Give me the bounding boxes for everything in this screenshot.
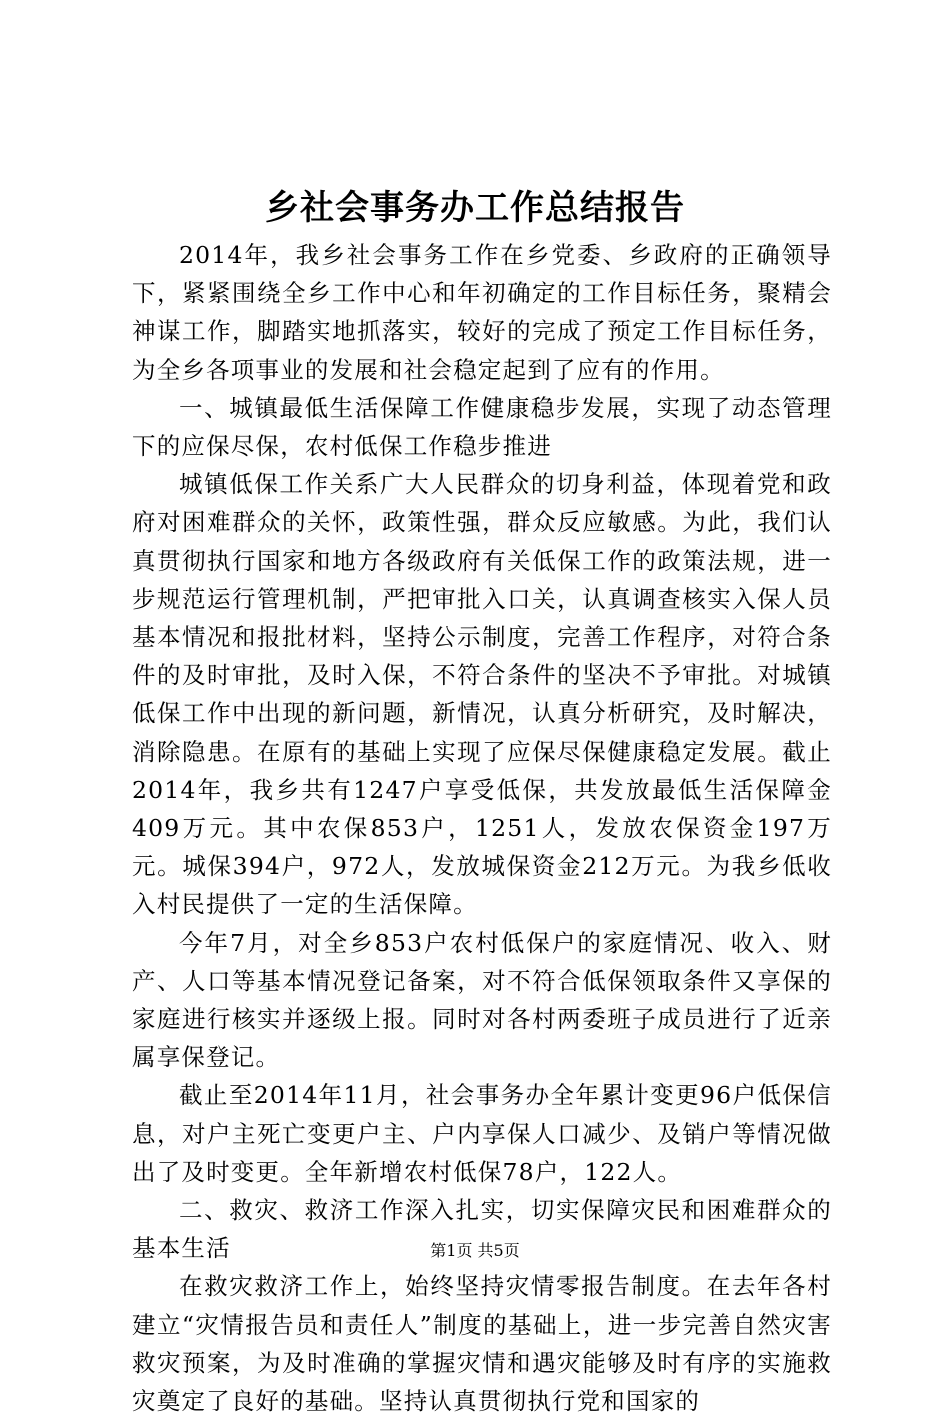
paragraph-intro: 2014年，我乡社会事务工作在乡党委、乡政府的正确领导下，紧紧围绕全乡工作中心和年初确定的工作目标任务，聚精会神谋工作，脚踏实地抓落实，较好的完成了预定工作目标任务，为全乡各项事业的发展和社会稳定起到了应有的作用。 [132,241,832,384]
paragraph-urban-subsidy: 城镇低保工作关系广大人民群众的切身利益，体现着党和政府对困难群众的关怀，政策性强，群众反应敏感。为此，我们认真贯彻执行国家和地方各级政府有关低保工作的政策法规，进一步规范运行管理机制，严把审批入口关，认真调查核实入保人员基本情况和报批材料，坚持公示制度，完善工作程序，对符合条件的及时审批，及时入保，不符合条件的坚决不予审批。对城镇低保工作中出现的新问题，新情况，认真分析研究，及时解决，消除隐患。在原有的基础上实现了应保尽保健康稳定发展。截止2014年，我乡共有1247户享受低保，共发放最低生活保障金409万元。其中农保853户，1251人，发放农保资金197万元。城保394户，972人，发放城保资金212万元。为我乡低收入村民提供了一定的生活保障。 [132,470,832,919]
document-title: 乡社会事务办工作总结报告 [265,188,685,228]
page-number-footer: 第1页 共5页 [430,1241,520,1260]
paragraph-disaster-relief: 在救灾救济工作上，始终坚持灾情零报告制度。在去年各村建立“灾情报告员和责任人”制度的基础上，进一步完善自然灾害救灾预案，为及时准确的掌握灾情和遇灾能够及时有序的实施救灾奠定了良好的基础。坚持认真贯彻执行党和国家的 [132,1272,832,1416]
paragraph-july-registration: 今年7月，对全乡853户农村低保户的家庭情况、收入、财产、人口等基本情况登记备案，对不符合低保领取条件又享保的家庭进行核实并逐级上报。同时对各村两委班子成员进行了近亲属享保登记。 [132,928,832,1072]
section-heading-1: 一、城镇最低生活保障工作健康稳步发展，实现了动态管理下的应保尽保，农村低保工作稳步推进 [132,393,832,461]
paragraph-november-changes: 截止至2014年11月，社会事务办全年累计变更96户低保信息，对户主死亡变更户主、户内享保人口减少、及销户等情况做出了及时变更。全年新增农村低保78户，122人。 [132,1081,832,1186]
section-heading-2: 二、救灾、救济工作深入扎实，切实保障灾民和困难群众的基本生活 [132,1196,832,1263]
